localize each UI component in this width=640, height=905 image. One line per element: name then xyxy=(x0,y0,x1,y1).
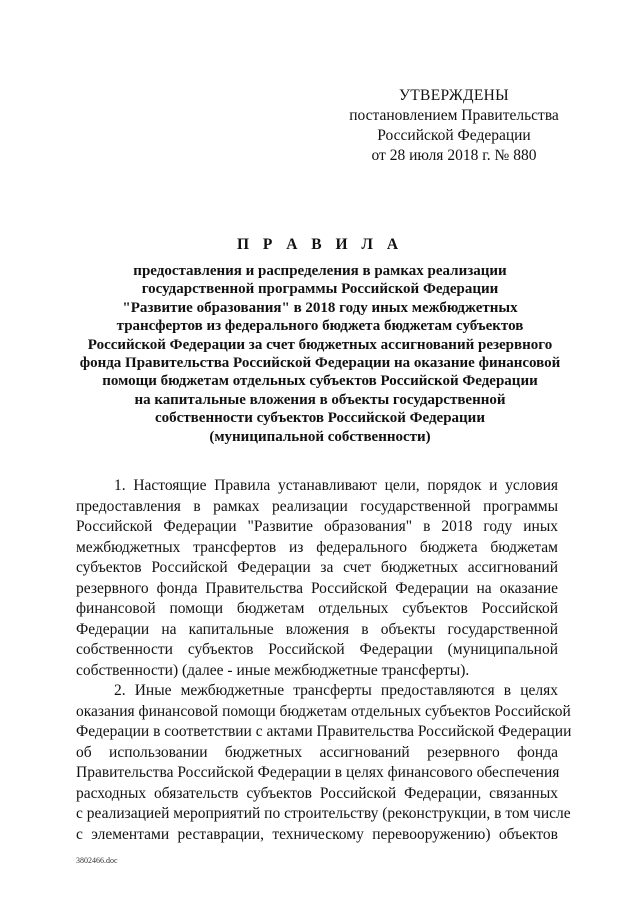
body-line: Федерации в соответствии с актами Правительства Российской Федерации xyxy=(76,723,572,740)
approval-line-1: постановлением Правительства xyxy=(349,107,559,124)
subtitle-line: помощи бюджетам отдельных субъектов Российской Федерации xyxy=(102,373,538,390)
document-subtitle xyxy=(60,262,580,446)
body-line: об использовании бюджетных ассигнований резервного фонда xyxy=(76,743,558,761)
file-name-footer: 3802466.doc xyxy=(76,856,118,865)
subtitle-line: трансфертов из федерального бюджета бюджетам субъектов xyxy=(116,318,524,335)
body-line: предоставления в рамках реализации государственной программы xyxy=(76,497,558,515)
subtitle-line: собственности субъектов Российской Федерации xyxy=(155,410,485,427)
approval-block xyxy=(340,86,568,166)
body-line: межбюджетных трансфертов из федерального бюджета бюджетам xyxy=(76,538,558,556)
document-title: П Р А В И Л А xyxy=(236,236,404,253)
subtitle-line: предоставления и распределения в рамках реализации xyxy=(133,263,507,279)
body-line: расходных обязательств субъектов Российской Федерации, связанных xyxy=(76,784,558,802)
subtitle-line: Российской Федерации за счет бюджетных ассигнований резервного xyxy=(87,336,553,353)
body-line: финансовой помощи бюджетам отдельных субъектов Российской xyxy=(76,600,558,617)
approval-line-2: Российской Федерации xyxy=(377,127,531,144)
subtitle-line: государственной программы Российской Федерации xyxy=(141,281,499,298)
body-line: собственности) (далее - иные межбюджетные трансферты). xyxy=(76,661,470,679)
body-line: субъектов Российской Федерации за счет бюджетных ассигнований xyxy=(76,559,558,576)
paragraph-2 xyxy=(76,681,572,845)
subtitle-line: на капитальные вложения в объекты государственной xyxy=(134,391,506,408)
body-line: резервного фонда Правительства Российской Федерации на оказание xyxy=(76,579,558,597)
body-line: с реализацией мероприятий по строительству (реконструкции, в том числе xyxy=(76,805,571,822)
subtitle-line: фонда Правительства Российской Федерации на оказание финансовой xyxy=(79,355,561,372)
subtitle-line: (муниципальной собственности) xyxy=(209,428,431,445)
approval-line-3: от 28 июля 2018 г. № 880 xyxy=(371,147,537,164)
body-line: собственности субъектов Российской Федерации (муниципальной xyxy=(76,641,558,658)
body-line: Федерации на капитальные вложения в объекты государственной xyxy=(76,620,558,638)
body-line: Правительства Российской Федерации в целях финансового обеспечения xyxy=(76,764,560,781)
approval-heading: УТВЕРЖДЕНЫ xyxy=(399,87,509,104)
paragraph-1 xyxy=(76,476,558,681)
body-line: 1. Настоящие Правила устанавливают цели, порядок и условия xyxy=(114,477,558,494)
body-line: с элементами реставрации, техническому перевооружению) объектов xyxy=(76,825,558,843)
subtitle-line: "Развитие образования" в 2018 году иных межбюджетных xyxy=(122,299,518,316)
body-line: Российской Федерации "Развитие образования" в 2018 году иных xyxy=(76,518,558,535)
body-line: оказания финансовой помощи бюджетам отдельных субъектов Российской xyxy=(76,702,571,720)
body-line: 2. Иные межбюджетные трансферты предоставляются в целях xyxy=(114,682,558,699)
document-body xyxy=(76,476,572,845)
